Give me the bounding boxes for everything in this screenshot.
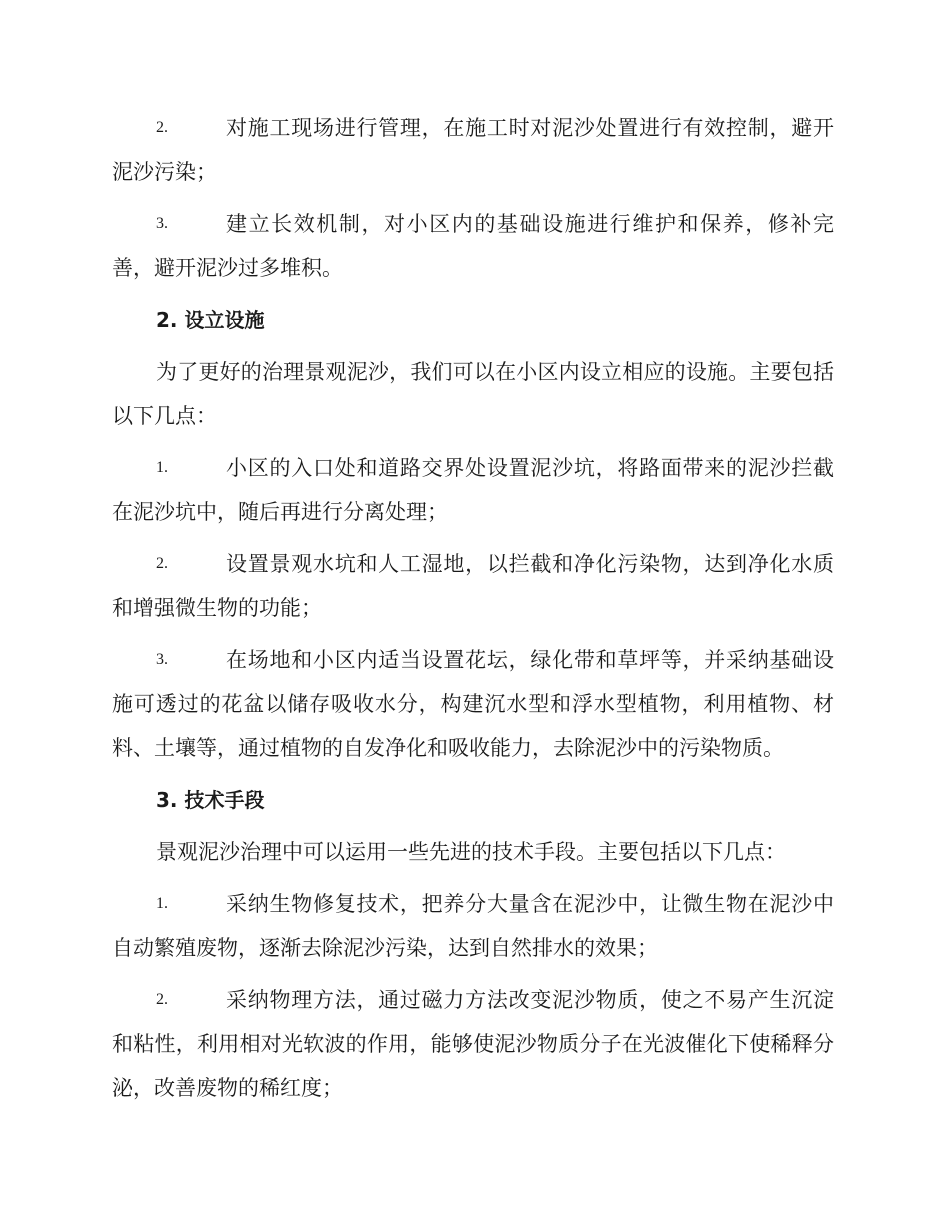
list-item xyxy=(112,202,834,290)
list-number: 3. xyxy=(156,215,168,232)
list-text: 对施工现场进行管理，在施工时对泥沙处置进行有效控制，避开泥沙污染； xyxy=(112,116,834,184)
list-item xyxy=(112,638,834,770)
list-item xyxy=(112,446,834,534)
list-item xyxy=(112,978,834,1110)
list-number: 3. xyxy=(156,651,168,668)
list-item xyxy=(112,882,834,970)
list-number: 1. xyxy=(156,459,168,476)
list-text: 小区的入口处和道路交界处设置泥沙坑，将路面带来的泥沙拦截在泥沙坑中，随后再进行分离处理； xyxy=(112,456,834,524)
list-item xyxy=(112,542,834,630)
paragraph: 为了更好的治理景观泥沙，我们可以在小区内设立相应的设施。主要包括以下几点： xyxy=(112,360,834,428)
list-number: 2. xyxy=(156,991,168,1008)
list-text: 建立长效机制，对小区内的基础设施进行维护和保养，修补完善，避开泥沙过多堆积。 xyxy=(112,212,834,280)
section-heading: 2. 设立设施 xyxy=(156,308,265,332)
list-number: 2. xyxy=(156,555,168,572)
section-heading: 3. 技术手段 xyxy=(156,788,265,812)
list-number: 2. xyxy=(156,119,168,136)
list-number: 1. xyxy=(156,895,168,912)
paragraph: 景观泥沙治理中可以运用一些先进的技术手段。主要包括以下几点： xyxy=(156,840,786,864)
list-text: 采纳生物修复技术，把养分大量含在泥沙中，让微生物在泥沙中自动繁殖废物，逐渐去除泥沙污染，达到自然排水的效果； xyxy=(112,892,834,960)
document-page xyxy=(112,106,834,1118)
list-text: 设置景观水坑和人工湿地，以拦截和净化污染物，达到净化水质和增强微生物的功能； xyxy=(112,552,834,620)
list-text: 采纳物理方法，通过磁力方法改变泥沙物质，使之不易产生沉淀和粘性，利用相对光软波的作用，能够使泥沙物质分子在光波催化下使稀释分泌，改善废物的稀红度； xyxy=(112,988,834,1100)
list-item xyxy=(112,106,834,194)
list-text: 在场地和小区内适当设置花坛，绿化带和草坪等，并采纳基础设施可透过的花盆以储存吸收水分，构建沉水型和浮水型植物，利用植物、材料、土壤等，通过植物的自发净化和吸收能力，去除泥沙中的污染物质。 xyxy=(112,648,834,760)
